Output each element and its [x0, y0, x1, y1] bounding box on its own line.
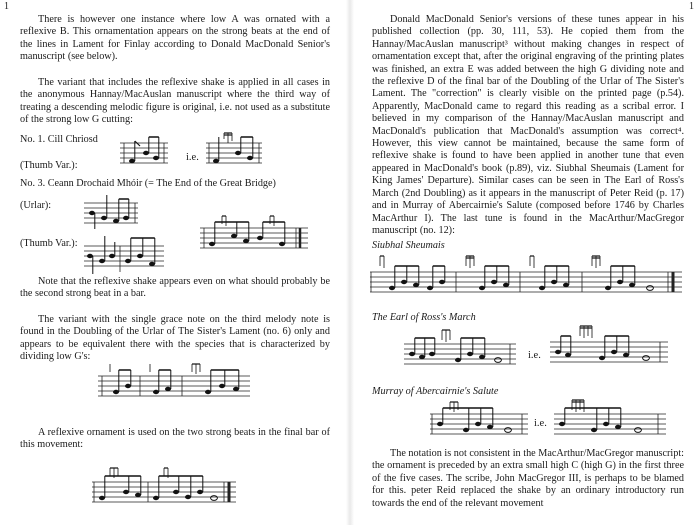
- tune-label-no3: No. 3. Ceann Drochaid Mhóir (= The End of the Great Bridge): [20, 178, 276, 189]
- left-page-number: 1: [4, 1, 9, 12]
- left-paragraph-4: The variant with the single grace note on the third melody note is found in the Doubling of the Urlar of The Sister's Lament (no. 6) only and appears to be equivalent there with the species that is characterized by dividing low G's:: [20, 314, 330, 363]
- left-paragraph-1: There is however one instance where low A was ornated with a reflexive B. This ornamentation appears on the strong beats at the end of the lines in Lament for Finlay according to Donald MacDonald Senior's manuscript (see below).: [20, 14, 330, 63]
- tune-title-murray-of-abercairnie: Murray of Abercairnie's Salute: [372, 386, 499, 397]
- left-paragraph-3: Note that the reflexive shake appears even on what should probably be the second strong beat in a bar.: [20, 276, 330, 300]
- music-ceann-drochaid-final: [200, 214, 308, 260]
- tune-title-earl-of-ross: The Earl of Ross's March: [372, 312, 476, 323]
- right-paragraph-1: Donald MacDonald Senior's versions of these tunes appear in his published collection (pp. 30, 111, 53). He copied them from the Hannay/MacAuslan manuscript³ without making changes in respect of ornamentation except that, after the original engraving of the printing plates was finished, an extra E was added between the high G dividing note and the reflexive D of the final bar of the Doubling of the Urlar of The Sister's Lament. The "correction" is clearly visible on the printed page (p.54). Apparently, MacDonald came to regard this reading as a scribal error. I believed in my comparison of the Hannay/MacAuslan manuscript and MacDonald's publication that MacDonald's assumption was correct⁴. However, this view cannot be maintained, because the same form of reflexive shake is found to have been applied in another tune that even appeared in MacDonald's book (p.89), viz. Siubhal Sheumais (Lament for King James' Departure). Similar cases can be seen in The Earl of Ross's March (2nd Doubling) as it appears in the manuscript of Peter Reid (p. 17) and in Murray of Abercairnie's Salute (composed before 1746 by Charles MacArthur I). The last tune is found in the MacArthur/MacGregor manuscript (no. 12):: [372, 14, 684, 236]
- urlar-label: (Urlar):: [20, 200, 52, 211]
- music-cill-chriosd-2: [206, 131, 262, 173]
- left-paragraph-5: A reflexive ornament is used on the two strong beats in the final bar of this movement:: [20, 427, 330, 451]
- right-paragraph-2: The notation is not consistent in the MacArthur/MacGregor manuscript: the ornament is preceded by an extra small high C (high G) in the first three of the five cases. The scribe, John MacGregor III, is perhaps to be blamed for this. peter Reid replaced the shake by an ordinary introductory run towards the end of the relevant movement: [372, 448, 684, 509]
- music-sisters-lament: [98, 362, 250, 408]
- right-page-number: 1: [689, 1, 694, 12]
- left-paragraph-2: The variant that includes the reflexive shake is applied in all cases in the anonymous Hannay/MacAuslan manuscript where the third way of treating a descending melodic figure is original, i.e. not used as a substitute of the strong low G cutting:: [20, 77, 330, 126]
- ie-label-no1: i.e.: [186, 152, 199, 163]
- tune-label-no1: No. 1. Cill Chriosd: [20, 134, 98, 145]
- book-gutter: [346, 0, 354, 525]
- music-final-bar: [92, 466, 236, 514]
- music-ceann-drochaid-urlar: [84, 193, 138, 233]
- music-siubhal-sheumais: [370, 254, 682, 304]
- right-page: [354, 0, 700, 525]
- music-murray-1: [430, 400, 528, 444]
- music-earl-of-ross-2: [550, 324, 668, 374]
- ie-label-murray: i.e.: [534, 418, 547, 429]
- thumb-var-label-1: (Thumb Var.):: [20, 160, 78, 171]
- music-earl-of-ross-1: [404, 328, 516, 374]
- ie-label-earl-of-ross: i.e.: [528, 350, 541, 361]
- thumb-var-label-2: (Thumb Var.):: [20, 238, 78, 249]
- tune-title-siubhal-sheumais: Siubhal Sheumais: [372, 240, 445, 251]
- music-murray-2: [554, 398, 666, 444]
- music-ceann-drochaid-thumb: [84, 232, 164, 278]
- left-page: [0, 0, 346, 525]
- music-cill-chriosd-1: [120, 133, 168, 173]
